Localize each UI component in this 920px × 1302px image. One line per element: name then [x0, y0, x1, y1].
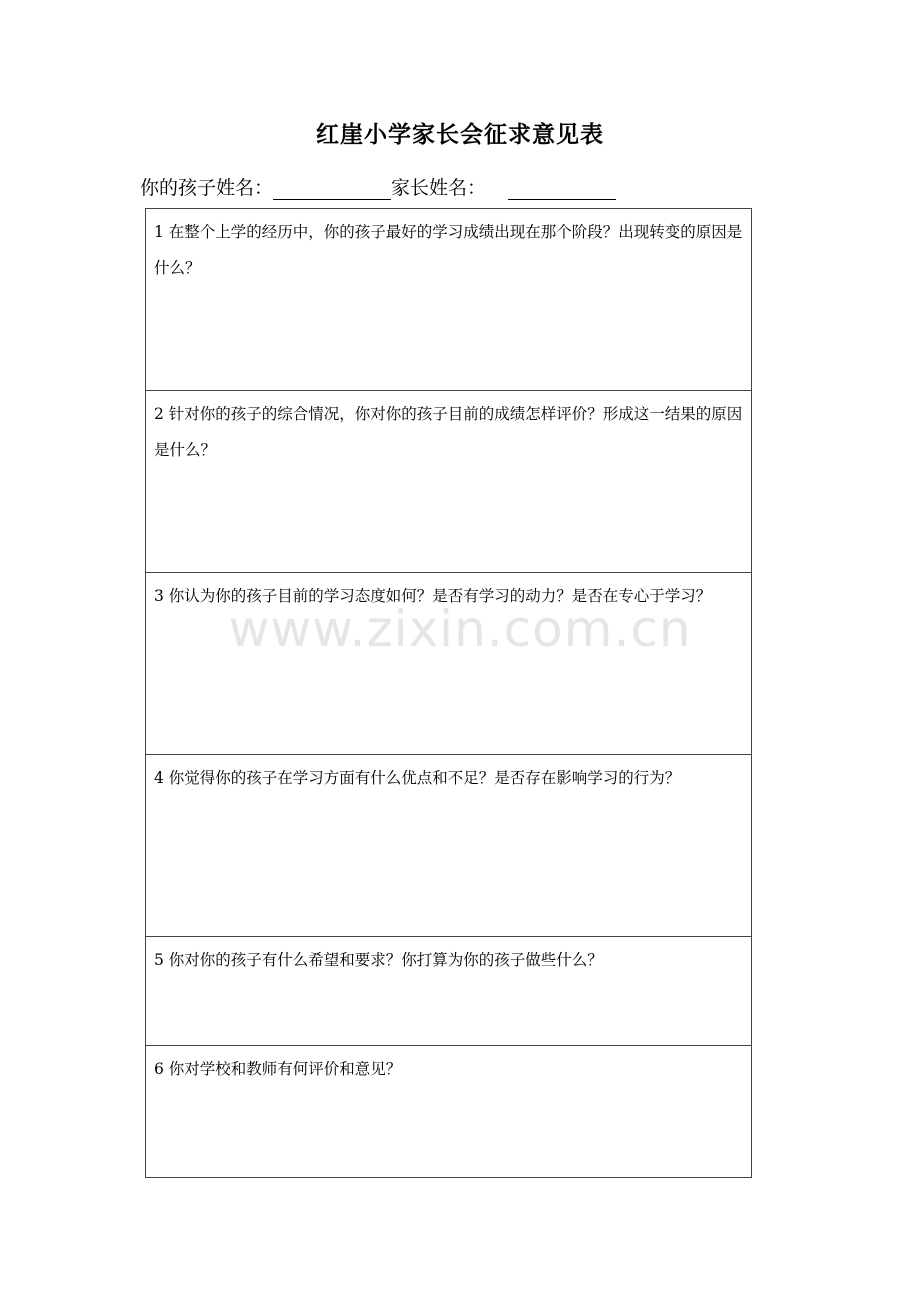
question-cell-4[interactable] [146, 755, 751, 937]
question-table [145, 208, 752, 1178]
question-text: 6 你对学校和教师有何评价和意见？ [154, 1060, 402, 1078]
name-row [140, 170, 616, 200]
question-cell-1[interactable] [146, 209, 751, 391]
parent-name-field[interactable] [508, 175, 616, 200]
parent-name-label: 家长姓名： [391, 177, 487, 199]
question-text: 3 你认为你的孩子目前的学习态度如何？是否有学习的动力？是否在专心于学习？ [154, 587, 712, 605]
child-name-label: 你的孩子姓名： [140, 177, 274, 199]
question-cell-3[interactable] [146, 573, 751, 755]
child-name-field[interactable] [273, 175, 391, 200]
question-text: 1 在整个上学的经历中，你的孩子最好的学习成绩出现在那个阶段？出现转变的原因是什么？ [154, 223, 743, 277]
question-text: 4 你觉得你的孩子在学习方面有什么优点和不足？是否存在影响学习的行为？ [154, 769, 681, 787]
watermark: www.zixin.com.cn [228, 600, 692, 658]
question-cell-2[interactable] [146, 391, 751, 573]
question-text: 5 你对你的孩子有什么希望和要求？你打算为你的孩子做些什么？ [154, 951, 603, 969]
question-cell-6[interactable] [146, 1046, 751, 1177]
question-text: 2 针对你的孩子的综合情况，你对你的孩子目前的成绩怎样评价？形成这一结果的原因是什么？ [154, 405, 743, 459]
document-title: 红崖小学家长会征求意见表 [316, 122, 604, 148]
question-cell-5[interactable] [146, 937, 751, 1046]
